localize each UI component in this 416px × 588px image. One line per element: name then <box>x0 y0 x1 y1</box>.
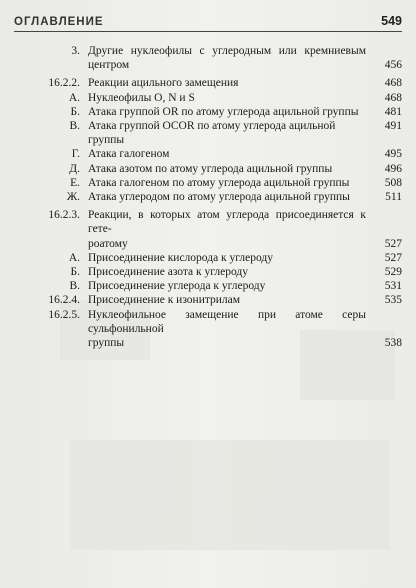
toc-entry <box>14 76 402 90</box>
entry-page: 456 <box>384 59 402 72</box>
toc-entry <box>14 105 402 119</box>
entry-page: 511 <box>385 191 402 204</box>
toc-entry <box>14 336 402 350</box>
page-header <box>14 8 402 28</box>
entry-title: группы <box>88 337 125 350</box>
entry-page: 529 <box>384 266 402 279</box>
entry-number: 3. <box>71 45 80 57</box>
toc-entry <box>14 237 402 251</box>
entry-number: 16.2.3. <box>48 209 80 222</box>
entry-page: 495 <box>384 148 402 161</box>
entry-page: 481 <box>384 105 402 118</box>
entry-page: 496 <box>384 162 402 175</box>
entry-title: Нуклеофилы O, N и S <box>88 91 195 104</box>
entry-title: Атака галогеном <box>88 148 170 161</box>
entry-page: 538 <box>384 337 402 350</box>
entry-number: 16.2.5. <box>48 308 80 321</box>
entry-page: 508 <box>384 176 402 189</box>
toc-entry <box>14 208 402 236</box>
entry-title: Нуклеофильное замещение при атоме серы сульфонильной <box>88 308 366 335</box>
entry-page: 531 <box>384 280 402 293</box>
entry-title: Реакции, в которых атом углерода присоединяется к гете- <box>88 209 366 236</box>
entry-title: центром <box>88 59 130 72</box>
entry-page: 468 <box>384 77 402 90</box>
entry-title: Атака углеродом по атому углерода ацильной группы <box>88 191 350 204</box>
entry-title: Атака азотом по атому углерода ацильной группы <box>88 162 333 175</box>
toc-entry <box>14 147 402 161</box>
entry-page: 468 <box>384 91 402 104</box>
entry-page: 527 <box>384 237 402 250</box>
toc-entry <box>14 119 402 147</box>
entry-title: Атака группой OR по атому углерода ацильной группы <box>88 105 359 118</box>
entry-number: А. <box>68 251 80 264</box>
entry-number: В. <box>69 120 80 133</box>
toc-entry <box>14 308 402 336</box>
entry-title: роатому <box>88 237 128 250</box>
header-rule <box>14 31 402 32</box>
entry-title: Присоединение кислорода к углероду <box>88 251 273 264</box>
toc-entry <box>14 176 402 190</box>
entry-title: Присоединение азота к углероду <box>88 266 248 279</box>
entry-number: А. <box>68 91 80 104</box>
entry-page: 527 <box>384 251 402 264</box>
entry-title: Присоединение углерода к углероду <box>88 280 266 293</box>
page-number: 549 <box>381 14 402 28</box>
toc-entry <box>14 265 402 279</box>
table-of-contents <box>14 44 402 350</box>
entry-number: Е. <box>70 176 80 189</box>
entry-title: Присоединение к изонитрилам <box>88 294 241 307</box>
entry-number: 16.2.4. <box>48 294 80 307</box>
entry-number: Б. <box>70 266 80 279</box>
entry-title: Реакции ацильного замещения <box>88 77 239 90</box>
toc-entry <box>14 44 402 58</box>
entry-page: 491 <box>384 120 402 133</box>
toc-entry <box>14 279 402 293</box>
entry-number: 16.2.2. <box>48 77 80 90</box>
toc-entry <box>14 190 402 204</box>
entry-number: В. <box>69 280 80 293</box>
entry-title: Другие нуклеофилы с углеродным или кремниевым <box>88 45 366 57</box>
entry-number: Г. <box>71 148 80 161</box>
entry-title: Атака группой OCOR по атому углерода ацильной группы <box>88 120 336 147</box>
toc-entry <box>14 293 402 307</box>
entry-number: Д. <box>69 162 80 175</box>
toc-entry <box>14 58 402 72</box>
running-title: ОГЛАВЛЕНИЕ <box>14 16 104 28</box>
toc-entry <box>14 251 402 265</box>
entry-page: 535 <box>384 294 402 307</box>
entry-title: Атака галогеном по атому углерода ацильной группы <box>88 176 350 189</box>
toc-entry <box>14 162 402 176</box>
toc-entry <box>14 91 402 105</box>
entry-number: Ж. <box>66 191 80 204</box>
show-through-shading <box>70 440 390 550</box>
entry-number: Б. <box>70 105 80 118</box>
